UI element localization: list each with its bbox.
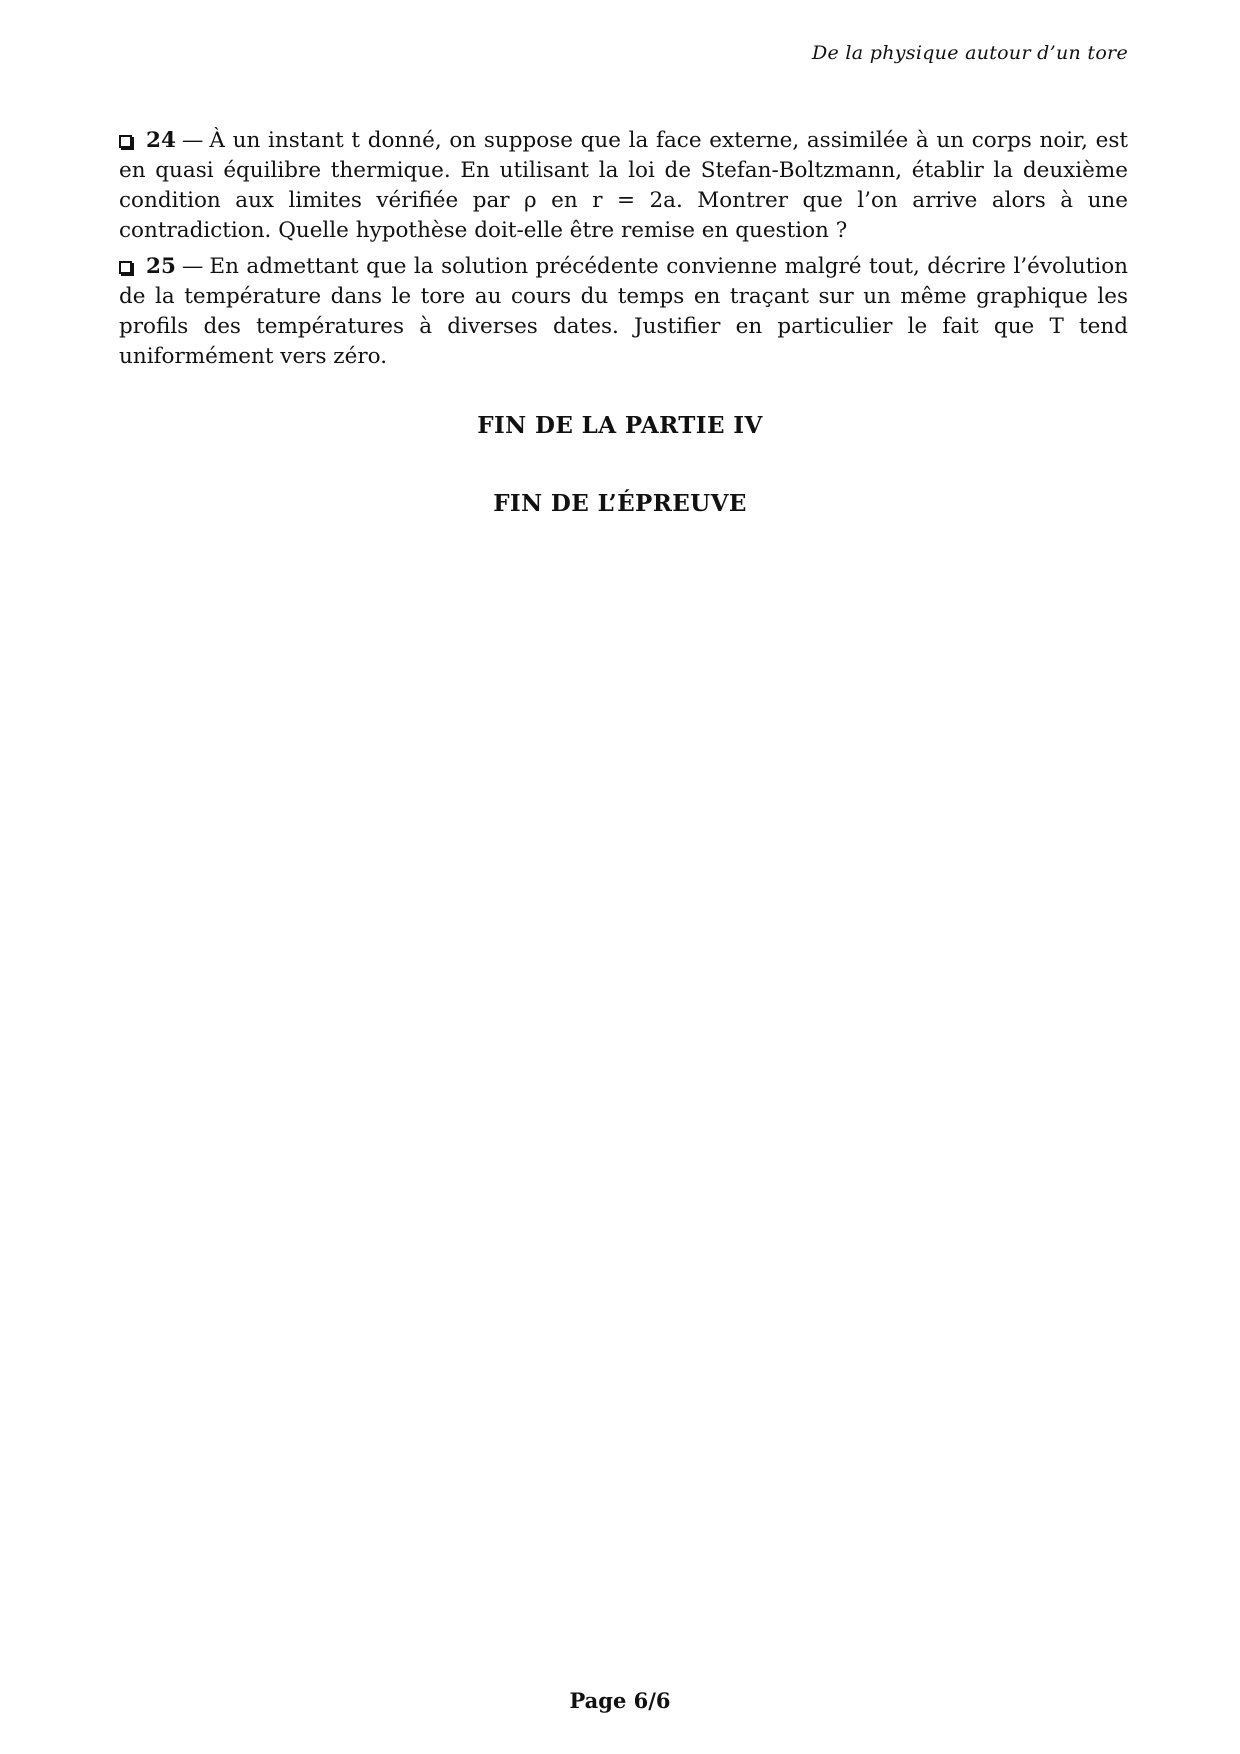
question-number: 24 [146, 128, 176, 153]
question-separator: — [181, 128, 204, 153]
end-of-exam-heading: FIN DE L’ÉPREUVE [493, 490, 747, 517]
question-number: 25 [146, 254, 176, 279]
checkbox-icon [119, 261, 132, 274]
end-of-part-heading: FIN DE LA PARTIE IV [477, 412, 763, 439]
question-24 [119, 126, 1128, 246]
question-text: À un instant t donné, on suppose que la face externe, assimilée à un corps noir, est en quasi équilibre thermique. En utilisant la loi de Stefan-Boltzmann, établir la deuxième condition aux limites vérifiée par ρ en r = 2a. Montrer que l’on arrive alors à une contradiction. Quelle hypothèse doit-elle être remise en question ? [119, 128, 1128, 243]
running-header: De la physique autour d’un tore [811, 42, 1128, 64]
question-25 [119, 252, 1128, 372]
question-text: En admettant que la solution précédente convienne malgré tout, décrire l’évolution de la température dans le tore au cours du temps en traçant sur un même graphique les profils des températures à diverses dates. Justifier en particulier le fait que T tend uniformément vers zéro. [119, 254, 1128, 369]
page-number: Page 6/6 [569, 1688, 671, 1713]
question-separator: — [181, 254, 204, 279]
question-list [119, 126, 1128, 378]
checkbox-icon [119, 135, 132, 148]
